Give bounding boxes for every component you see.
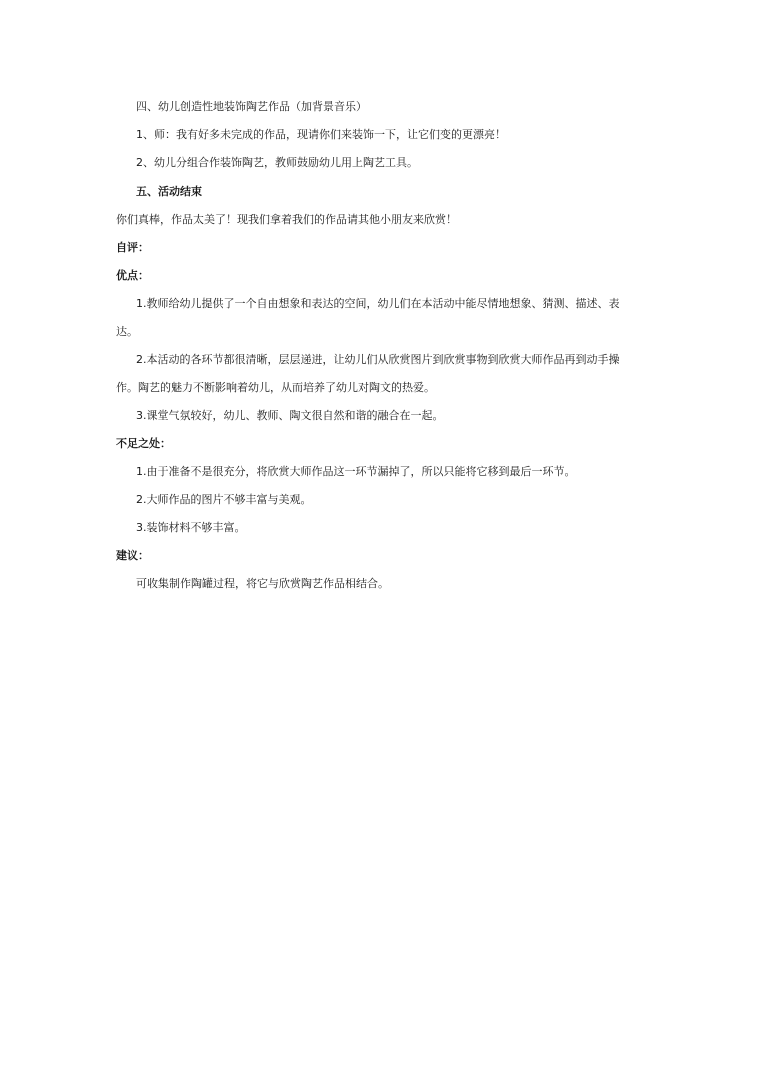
shortcomings-heading: 不足之处： xyxy=(116,437,171,450)
shortcoming-item-1: 1.由于准备不是很充分，将欣赏大师作品这一环节漏掉了，所以只能将它移到最后一环节。 xyxy=(136,465,576,478)
paragraph-closing: 你们真棒，作品太美了！现我们拿着我们的作品请其他小朋友来欣赏！ xyxy=(116,213,457,226)
shortcoming-item-3: 3.装饰材料不够丰富。 xyxy=(136,521,246,534)
paragraph-step-2: 2、幼儿分组合作装饰陶艺，教师鼓励幼儿用上陶艺工具。 xyxy=(136,156,418,169)
suggestion-heading: 建议： xyxy=(116,549,149,562)
self-evaluation-heading: 自评： xyxy=(116,241,149,254)
strengths-heading: 优点： xyxy=(116,269,149,282)
shortcoming-item-2: 2.大师作品的图片不够丰富与美观。 xyxy=(136,493,312,506)
strength-item-1-cont: 达。 xyxy=(116,325,138,338)
strength-item-2-cont: 作。陶艺的魅力不断影响着幼儿，从而培养了幼儿对陶文的热爱。 xyxy=(116,381,435,394)
section-four-heading: 四、幼儿创造性地装饰陶艺作品（加背景音乐） xyxy=(136,100,367,113)
strength-item-1: 1.教师给幼儿提供了一个自由想象和表达的空间，幼儿们在本活动中能尽情地想象、猜测、描述、表 xyxy=(136,297,620,310)
strength-item-3: 3.课堂气氛较好，幼儿、教师、陶文很自然和谐的融合在一起。 xyxy=(136,409,444,422)
strength-item-2: 2.本活动的各环节都很清晰，层层递进，让幼儿们从欣赏图片到欣赏事物到欣赏大师作品再到动手操 xyxy=(136,353,620,366)
paragraph-step-1: 1、师：我有好多未完成的作品，现请你们来装饰一下，让它们变的更漂亮！ xyxy=(136,128,506,141)
section-five-heading: 五、活动结束 xyxy=(136,185,202,198)
suggestion-text: 可收集制作陶罐过程，将它与欣赏陶艺作品相结合。 xyxy=(136,577,389,590)
